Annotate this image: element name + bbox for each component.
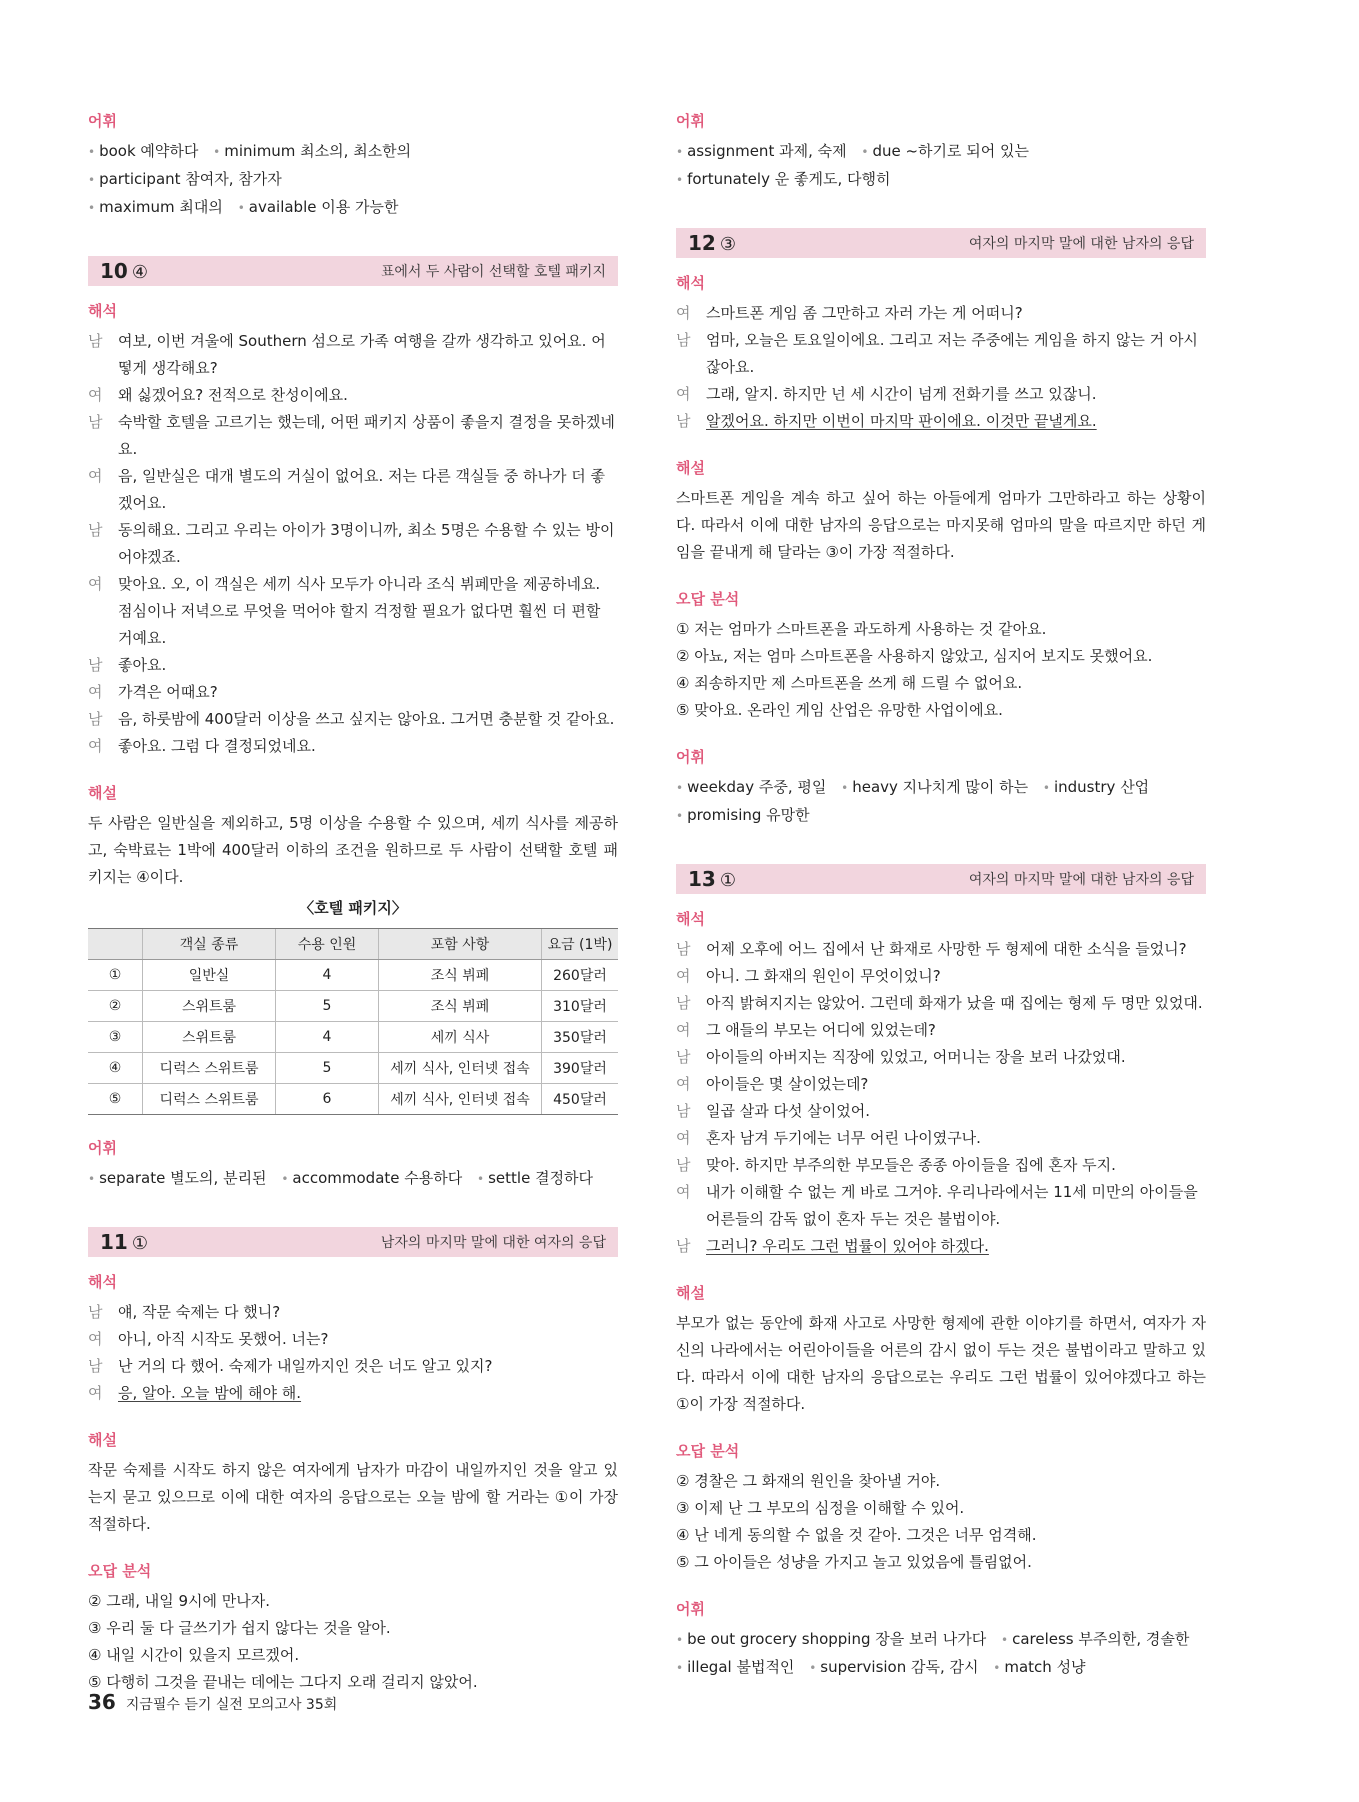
vocab-item: • supervision 감독, 감시: [809, 1658, 978, 1676]
vocab-item: • industry 산업: [1043, 778, 1149, 796]
speaker: 여: [676, 967, 691, 985]
option-item: ⑤ 다행히 그것을 끝내는 데에는 그다지 오래 걸리지 않았어.: [88, 1673, 478, 1691]
table-cell: 5: [276, 1053, 379, 1084]
table-cell: 디럭스 스위트룸: [143, 1053, 276, 1084]
question-topic: 여자의 마지막 말에 대한 남자의 응답: [968, 236, 1194, 252]
page-number: 36: [88, 1690, 116, 1714]
table-cell: 6: [276, 1084, 379, 1115]
line-text: 아이들은 몇 살이었는데?: [706, 1075, 869, 1093]
speaker: 남: [676, 1237, 691, 1255]
table-cell: 일반실: [143, 960, 276, 991]
line-text: 맞아요. 오, 이 객실은 세끼 식사 모두가 아니라 조식 뷔페만을 제공하네요. 점심이나 저녁으로 무엇을 먹어야 할지 걱정할 필요가 없다면 훨씬 더 편할 거예요.: [118, 575, 601, 647]
option-item: ④ 죄송하지만 제 스마트폰을 쓰게 해 드릴 수 없어요.: [676, 674, 1023, 692]
line-text: 그 애들의 부모는 어디에 있었는데?: [706, 1021, 936, 1039]
script-label: 해석: [88, 302, 117, 320]
question-header-10: [88, 256, 618, 286]
line-text: 어제 오후에 어느 집에서 난 화재로 사망한 두 형제에 대한 소식을 들었니?: [706, 940, 1187, 958]
right-column: [676, 110, 1206, 1682]
line-text: 좋아요.: [118, 656, 167, 674]
table-cell: 350달러: [542, 1022, 619, 1053]
line-text: 일곱 살과 다섯 살이었어.: [706, 1102, 870, 1120]
question-header-12: [676, 228, 1206, 258]
speaker: 남: [88, 332, 103, 350]
option-item: ③ 이제 난 그 부모의 심정을 이해할 수 있어.: [676, 1499, 965, 1517]
dialogue-line: [88, 463, 618, 517]
dialogue-line: [676, 327, 1206, 381]
dialogue-line: [88, 517, 618, 571]
table-cell: ②: [88, 991, 143, 1022]
dialogue-line: [88, 679, 618, 706]
line-text: 좋아요. 그럼 다 결정되었네요.: [118, 737, 316, 755]
line-text: 아니, 아직 시작도 못했어. 너는?: [118, 1330, 329, 1348]
script-label: 해석: [676, 274, 705, 292]
dialogue-line: [88, 409, 618, 463]
vocab-label: 어휘: [88, 112, 117, 130]
explain-label: 해설: [88, 1431, 117, 1449]
table-header-row: [88, 929, 618, 960]
table-cell: 390달러: [542, 1053, 619, 1084]
table-cell: 4: [276, 960, 379, 991]
speaker: 남: [676, 1156, 691, 1174]
dialogue-line: [676, 1044, 1206, 1071]
vocab-label: 어휘: [676, 112, 705, 130]
vocab-item: • due ~하기로 되어 있는: [861, 142, 1029, 160]
line-text: 그래, 알지. 하지만 넌 세 시간이 넘게 전화기를 쓰고 있잖니.: [706, 385, 1097, 403]
wrong-options: [676, 1468, 1206, 1576]
dialogue-line: [88, 571, 618, 652]
dialogue-line: [676, 990, 1206, 1017]
table-cell: 4: [276, 1022, 379, 1053]
line-text: 아니. 그 화재의 원인이 무엇이었니?: [706, 967, 941, 985]
explanation: 스마트폰 게임을 계속 하고 싶어 하는 아들에게 엄마가 그만하라고 하는 상황이다. 따라서 이에 대한 남자의 응답으로는 마지못해 엄마의 말을 따르지만 하던 게임을 끝내게 해 달라는 ③이 가장 적절하다.: [676, 489, 1206, 561]
dialogue-line: [88, 1299, 618, 1326]
table-caption: 〈호텔 패키지〉: [299, 899, 407, 917]
table-cell: ③: [88, 1022, 143, 1053]
vocab-item: • heavy 지나치게 많이 하는: [841, 778, 1028, 796]
table-row: [88, 960, 618, 991]
line-text: 맞아. 하지만 부주의한 부모들은 종종 아이들을 집에 혼자 두지.: [706, 1156, 1116, 1174]
wrong-options: [676, 616, 1206, 724]
answer-line-text: 응, 알아. 오늘 밤에 해야 해.: [118, 1384, 302, 1402]
question-header-13: [676, 864, 1206, 894]
option-item: ⑤ 그 아이들은 성냥을 가지고 놀고 있었음에 틀림없어.: [676, 1553, 1032, 1571]
line-text: 동의해요. 그리고 우리는 아이가 3명이니까, 최소 5명은 수용할 수 있는 방이어야겠죠.: [118, 521, 615, 566]
option-item: ② 경찰은 그 화재의 원인을 찾아낼 거야.: [676, 1472, 941, 1490]
vocab-item: • maximum 최대의: [88, 198, 223, 216]
vocab-list: [88, 138, 618, 222]
speaker: 여: [88, 575, 103, 593]
line-text: 아직 밝혀지지는 않았어. 그런데 화재가 났을 때 집에는 형제 두 명만 있었대.: [706, 994, 1203, 1012]
explain-label: 해설: [676, 459, 705, 477]
speaker: 남: [676, 412, 691, 430]
option-item: ② 그래, 내일 9시에 만나자.: [88, 1592, 271, 1610]
question-number: 11 ①: [100, 1230, 148, 1254]
speaker: 남: [88, 710, 103, 728]
explanation: 두 사람은 일반실을 제외하고, 5명 이상을 수용할 수 있으며, 세끼 식사를 제공하고, 숙박료는 1박에 400달러 이하의 조건을 원하므로 두 사람이 선택할 호텔 패키지는 ④이다.: [88, 814, 618, 886]
speaker: 여: [676, 1021, 691, 1039]
speaker: 여: [88, 467, 103, 485]
speaker: 여: [676, 304, 691, 322]
table-cell: ①: [88, 960, 143, 991]
dialogue-line: [676, 408, 1206, 435]
answer-mark: ④: [131, 262, 148, 283]
vocab-item: • careless 부주의한, 경솔한: [1001, 1630, 1189, 1648]
speaker: 남: [676, 940, 691, 958]
answer-mark: ①: [131, 1233, 148, 1254]
explanation: 부모가 없는 동안에 화재 사고로 사망한 형제에 관한 이야기를 하면서, 여자가 자신의 나라에서는 어린아이들을 어른의 감시 없이 두는 것은 불법이라고 말하고 있다. 따라서 이에 대한 남자의 응답으로는 우리도 그런 법률이 있어야겠다고 하는 ①이 가장 적절하다.: [676, 1314, 1206, 1413]
table-header: 수용 인원: [276, 929, 379, 960]
vocab-item: • settle 결정하다: [477, 1169, 593, 1187]
line-text: 아이들의 아버지는 직장에 있었고, 어머니는 장을 보러 나갔었대.: [706, 1048, 1126, 1066]
line-text: 엄마, 오늘은 토요일이에요. 그리고 저는 주중에는 게임을 하지 않는 거 아시잖아요.: [706, 331, 1198, 376]
question-topic: 남자의 마지막 말에 대한 여자의 응답: [380, 1235, 606, 1251]
question-number: 12 ③: [688, 231, 736, 255]
dialogue: [88, 328, 618, 760]
vocab-item: • promising 유망한: [676, 806, 810, 824]
speaker: 여: [676, 385, 691, 403]
dialogue-line: [676, 963, 1206, 990]
wrong-analysis-label: 오답 분석: [88, 1562, 152, 1580]
speaker: 여: [88, 683, 103, 701]
speaker: 남: [676, 1048, 691, 1066]
vocab-item: • illegal 불법적인: [676, 1658, 794, 1676]
answer-line-text: 알겠어요. 하지만 이번이 마지막 판이에요. 이것만 끝낼게요.: [706, 412, 1097, 430]
dialogue-line: [88, 382, 618, 409]
table-cell: 세끼 식사, 인터넷 접속: [379, 1084, 542, 1115]
option-item: ③ 우리 둘 다 글쓰기가 쉽지 않다는 것을 알아.: [88, 1619, 391, 1637]
option-item: ① 저는 엄마가 스마트폰을 과도하게 사용하는 것 같아요.: [676, 620, 1047, 638]
vocab-item: • minimum 최소의, 최소한의: [213, 142, 411, 160]
table-cell: 조식 뷔페: [379, 991, 542, 1022]
dialogue-line: [676, 1017, 1206, 1044]
book-title: 지금필수 듣기 실전 모의고사 35회: [125, 1697, 338, 1713]
explain-label: 해설: [676, 1284, 705, 1302]
speaker: 남: [676, 994, 691, 1012]
vocab-list: [88, 1165, 618, 1193]
table-header: [88, 929, 143, 960]
vocab-item: • separate 별도의, 분리된: [88, 1169, 267, 1187]
left-column: [88, 110, 618, 1696]
table-cell: ⑤: [88, 1084, 143, 1115]
answer-line-text: 그러니? 우리도 그런 법률이 있어야 하겠다.: [706, 1237, 989, 1255]
line-text: 가격은 어때요?: [118, 683, 218, 701]
line-text: 숙박할 호텔을 고르기는 했는데, 어떤 패키지 상품이 좋을지 결정을 못하겠네요.: [118, 413, 615, 458]
line-text: 난 거의 다 했어. 숙제가 내일까지인 것은 너도 알고 있지?: [118, 1357, 493, 1375]
table-header: 요금 (1박): [542, 929, 619, 960]
line-text: 내가 이해할 수 없는 게 바로 그거야. 우리나라에서는 11세 미만의 아이들을 어른들의 감독 없이 혼자 두는 것은 불법이야.: [706, 1183, 1198, 1228]
table-cell: 조식 뷔페: [379, 960, 542, 991]
vocab-item: • be out grocery shopping 장을 보러 나가다: [676, 1630, 986, 1648]
question-topic: 여자의 마지막 말에 대한 남자의 응답: [968, 872, 1194, 888]
speaker: 여: [676, 1183, 691, 1201]
page-footer: [88, 1690, 337, 1714]
vocab-label: 어휘: [676, 748, 705, 766]
explain-label: 해설: [88, 784, 117, 802]
table-cell: 450달러: [542, 1084, 619, 1115]
vocab-list: [676, 1626, 1206, 1682]
vocab-item: • participant 참여자, 참가자: [88, 170, 282, 188]
vocab-item: • available 이용 가능한: [238, 198, 399, 216]
dialogue: [676, 936, 1206, 1260]
table-cell: 디럭스 스위트룸: [143, 1084, 276, 1115]
speaker: 남: [88, 656, 103, 674]
speaker: 남: [88, 1303, 103, 1321]
script-label: 해석: [676, 910, 705, 928]
dialogue-line: [88, 1326, 618, 1353]
dialogue-line: [88, 706, 618, 733]
dialogue-line: [88, 652, 618, 679]
dialogue-line: [676, 936, 1206, 963]
option-item: ⑤ 맞아요. 온라인 게임 산업은 유망한 사업이에요.: [676, 701, 1003, 719]
dialogue: [88, 1299, 618, 1407]
option-item: ② 아뇨, 저는 엄마 스마트폰을 사용하지 않았고, 심지어 보지도 못했어요.: [676, 647, 1153, 665]
table-cell: 스위트룸: [143, 991, 276, 1022]
vocab-item: • book 예약하다: [88, 142, 198, 160]
wrong-options: [88, 1588, 618, 1696]
answer-mark: ①: [719, 870, 736, 891]
dialogue-line: [88, 733, 618, 760]
line-text: 여보, 이번 겨울에 Southern 섬으로 가족 여행을 갈까 생각하고 있어요. 어떻게 생각해요?: [118, 332, 606, 377]
question-number: 10 ④: [100, 259, 148, 283]
explanation: 작문 숙제를 시작도 하지 않은 여자에게 남자가 마감이 내일까지인 것을 알고 있는지 묻고 있으므로 이에 대한 여자의 응답으로는 오늘 밤에 할 거라는 ①이 가장 적절하다.: [88, 1461, 618, 1533]
hotel-package-table: [88, 928, 618, 1115]
dialogue-line: [88, 328, 618, 382]
table-header: 객실 종류: [143, 929, 276, 960]
vocab-label: 어휘: [676, 1600, 705, 1618]
line-text: 얘, 작문 숙제는 다 했니?: [118, 1303, 281, 1321]
vocab-item: • assignment 과제, 숙제: [676, 142, 847, 160]
vocab-item: • match 성냥: [993, 1658, 1085, 1676]
table-cell: 스위트룸: [143, 1022, 276, 1053]
dialogue-line: [676, 1125, 1206, 1152]
option-item: ④ 난 네게 동의할 수 없을 것 같아. 그것은 너무 엄격해.: [676, 1526, 1037, 1544]
vocab-list: [676, 774, 1206, 830]
vocab-item: • fortunately 운 좋게도, 다행히: [676, 170, 890, 188]
question-topic: 표에서 두 사람이 선택할 호텔 패키지: [380, 264, 606, 280]
table-cell: 세끼 식사: [379, 1022, 542, 1053]
table-cell: 310달러: [542, 991, 619, 1022]
vocab-item: • weekday 주중, 평일: [676, 778, 826, 796]
dialogue-line: [88, 1353, 618, 1380]
vocab-list: [676, 138, 1206, 194]
question-number: 13 ①: [688, 867, 736, 891]
speaker: 남: [676, 331, 691, 349]
dialogue-line: [676, 1098, 1206, 1125]
table-cell: ④: [88, 1053, 143, 1084]
speaker: 여: [88, 1384, 103, 1402]
line-text: 왜 싫겠어요? 전적으로 찬성이에요.: [118, 386, 348, 404]
speaker: 남: [88, 413, 103, 431]
table-row: [88, 1053, 618, 1084]
speaker: 남: [88, 521, 103, 539]
speaker: 여: [88, 386, 103, 404]
speaker: 여: [88, 737, 103, 755]
line-text: 음, 하룻밤에 400달러 이상을 쓰고 싶지는 않아요. 그거면 충분할 것 같아요.: [118, 710, 615, 728]
speaker: 여: [88, 1330, 103, 1348]
line-text: 혼자 남겨 두기에는 너무 어린 나이였구나.: [706, 1129, 981, 1147]
table-cell: 세끼 식사, 인터넷 접속: [379, 1053, 542, 1084]
wrong-analysis-label: 오답 분석: [676, 590, 740, 608]
table-header: 포함 사항: [379, 929, 542, 960]
table-row: [88, 991, 618, 1022]
table-row: [88, 1084, 618, 1115]
option-item: ④ 내일 시간이 있을지 모르겠어.: [88, 1646, 300, 1664]
wrong-analysis-label: 오답 분석: [676, 1442, 740, 1460]
dialogue-line: [88, 1380, 618, 1407]
line-text: 스마트폰 게임 좀 그만하고 자러 가는 게 어떠니?: [706, 304, 1023, 322]
speaker: 남: [88, 1357, 103, 1375]
vocab-item: • accommodate 수용하다: [281, 1169, 462, 1187]
dialogue-line: [676, 300, 1206, 327]
question-header-11: [88, 1227, 618, 1257]
line-text: 음, 일반실은 대개 별도의 거실이 없어요. 저는 다른 객실들 중 하나가 더 좋겠어요.: [118, 467, 605, 512]
dialogue: [676, 300, 1206, 435]
speaker: 여: [676, 1129, 691, 1147]
table-cell: 5: [276, 991, 379, 1022]
table-cell: 260달러: [542, 960, 619, 991]
dialogue-line: [676, 1152, 1206, 1179]
script-label: 해석: [88, 1273, 117, 1291]
vocab-label: 어휘: [88, 1139, 117, 1157]
speaker: 여: [676, 1075, 691, 1093]
speaker: 남: [676, 1102, 691, 1120]
table-row: [88, 1022, 618, 1053]
dialogue-line: [676, 381, 1206, 408]
answer-mark: ③: [719, 234, 736, 255]
dialogue-line: [676, 1179, 1206, 1233]
dialogue-line: [676, 1071, 1206, 1098]
dialogue-line: [676, 1233, 1206, 1260]
